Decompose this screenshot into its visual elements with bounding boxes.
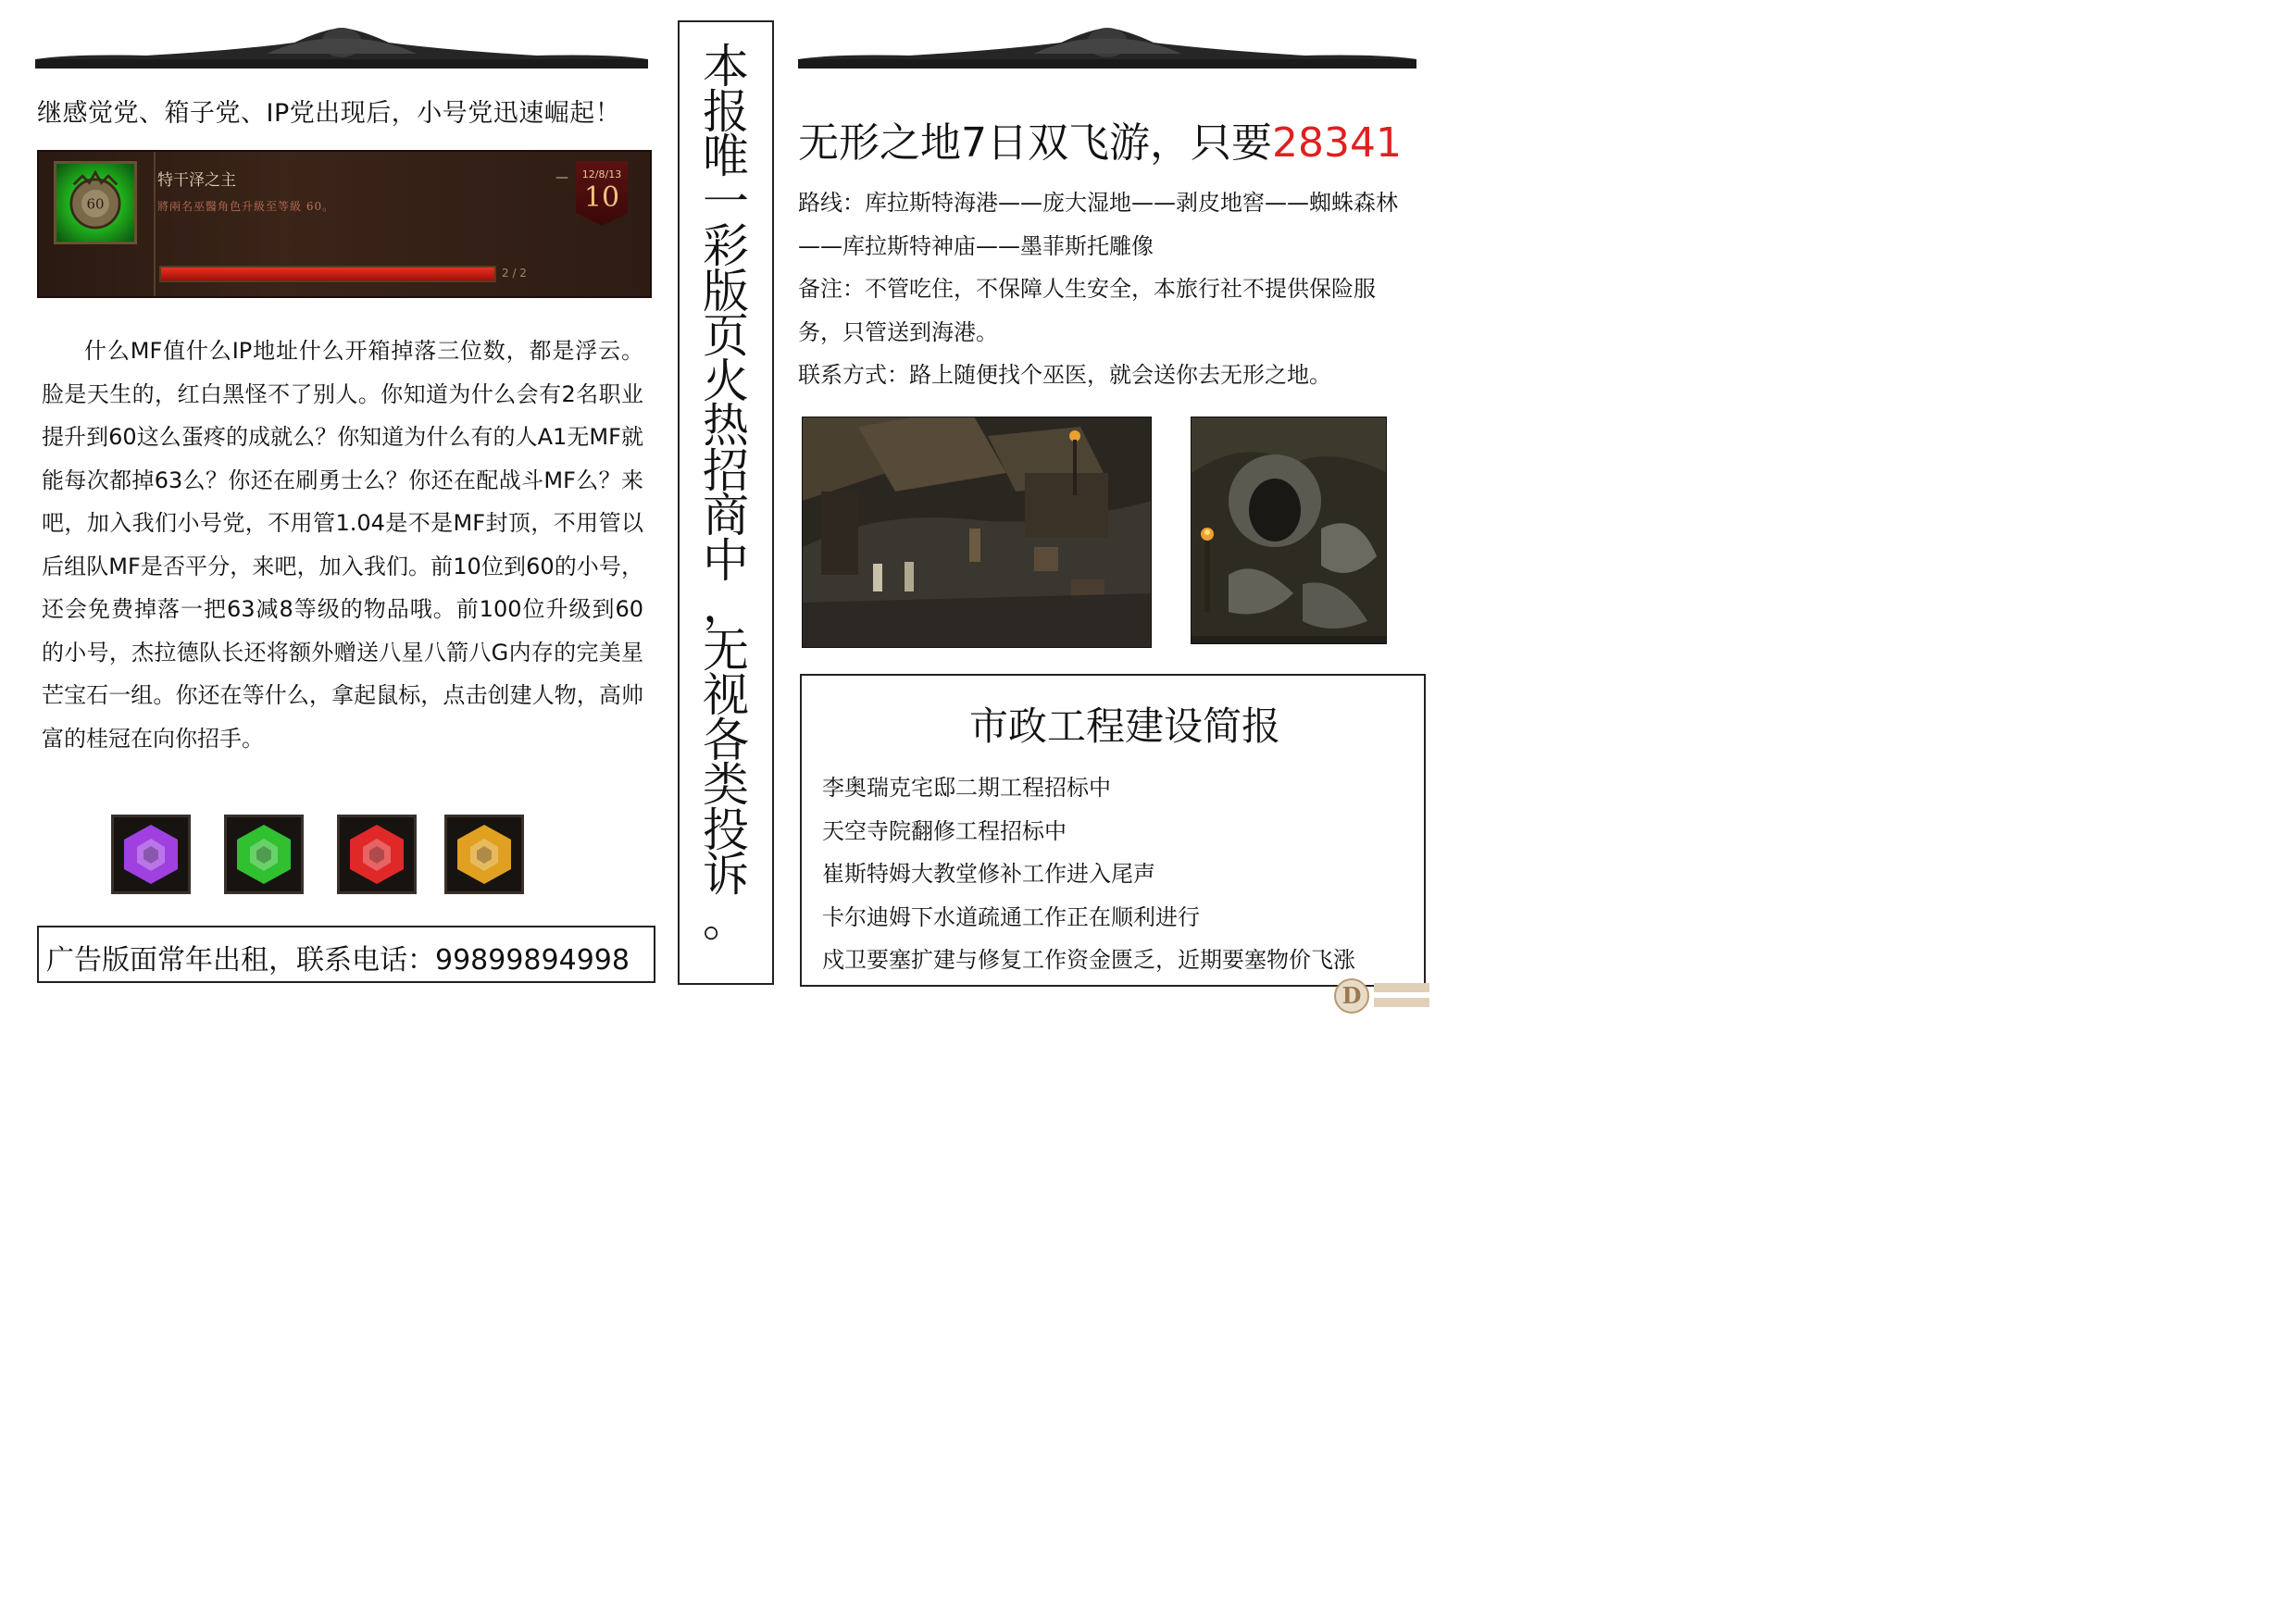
banner-char: 各 xyxy=(703,713,749,767)
banner-char: 报 xyxy=(703,84,749,139)
banner-char: 类 xyxy=(703,758,749,812)
topaz-gem-icon xyxy=(444,815,524,894)
header-ornament-right xyxy=(798,26,1416,70)
report-list xyxy=(822,766,1355,982)
banner-char: 版 xyxy=(703,264,749,318)
tour-route: 路线：库拉斯特海港——庞大湿地——剥皮地窖——蜘蛛森林——库拉斯特神庙——墨菲斯托雕像 xyxy=(798,190,1398,259)
amethyst-gem-icon xyxy=(111,815,191,894)
header-ornament-left xyxy=(35,26,648,70)
tour-headline xyxy=(798,109,1428,168)
municipal-report-box xyxy=(800,674,1426,987)
cave-screenshot xyxy=(1191,417,1387,644)
report-title: 市政工程建设简报 xyxy=(968,703,1280,749)
svg-text:D: D xyxy=(1341,982,1362,1009)
emerald-gem-icon xyxy=(224,815,304,894)
achievement-icon-label: 60 xyxy=(86,195,105,213)
achievement-panel xyxy=(37,150,652,298)
banner-char: 一 xyxy=(703,174,749,229)
banner-char: 中 xyxy=(703,533,749,588)
article-paragraph: 什么MF值什么IP地址什么开箱掉落三位数，都是浮云。脸是天生的，红白黑怪不了别人。你知道为什么会有2名职业提升到60这么蛋疼的成就么？你知道为什么有的人A1无MF就能每次都掉63么？你还在刷勇士么？你还在配战斗MF么？来吧，加入我们小号党，不用管1.04是不是MF封顶，不用管以后组队MF是否平分，来吧，加入我们。前10位到60的小号，还会免费掉落一把63减8等级的物品哦。前100位升级到60的小号，杰拉德队长还将额外赠送八星八箭八G内存的完美星芒宝石一组。你还在等什么，拿起鼠标，点击创建人物，高帅富的桂冠在向你招手。 xyxy=(42,338,643,752)
banner-char: 本 xyxy=(703,40,749,93)
vertical-banner-text xyxy=(680,40,772,947)
list-item: 戍卫要塞扩建与修复工作资金匮乏，近期要塞物价飞涨 xyxy=(822,947,1355,973)
banner-char: 唯 xyxy=(703,130,749,183)
tour-info xyxy=(798,181,1409,397)
tour-note: 备注：不管吃住，不保障人生安全，本旅行社不提供保险服务，只管送到海港。 xyxy=(798,276,1376,345)
banner-char: 诉 xyxy=(703,848,749,902)
ad-box: 广告版面常年出租，联系电话：99899894998 xyxy=(37,926,655,983)
banner-char: ， xyxy=(703,579,749,632)
achievement-progress-bar xyxy=(159,266,496,282)
banner-char: 。 xyxy=(703,892,749,947)
diablo-logo-watermark xyxy=(1333,974,1435,1016)
achievement-description: 將兩名巫醫角色升級至等級 60。 xyxy=(157,200,335,213)
list-item: 崔斯特姆大教堂修补工作进入尾声 xyxy=(822,861,1155,887)
tour-contact: 联系方式：路上随便找个巫医，就会送你去无形之地。 xyxy=(798,362,1331,388)
skull-shield-icon xyxy=(54,161,137,244)
achievement-title: 特干泽之主 xyxy=(157,171,236,190)
achievement-progress-fill xyxy=(161,268,494,280)
banner-char: 商 xyxy=(703,489,749,542)
ruby-gem-icon xyxy=(337,815,417,894)
achievement-divider xyxy=(154,152,156,296)
achievement-date: 12/8/13 xyxy=(581,168,622,180)
list-item: 卡尔迪姆下水道疏通工作正在顺利进行 xyxy=(822,903,1200,930)
town-screenshot xyxy=(802,417,1152,648)
banner-char: 火 xyxy=(703,354,749,408)
banner-char: 彩 xyxy=(703,219,749,273)
list-item: 李奥瑞克宅邸二期工程招标中 xyxy=(822,775,1111,801)
banner-char: 页 xyxy=(703,309,749,363)
achievement-progress-count: 2 / 2 xyxy=(502,267,527,280)
banner-char: 热 xyxy=(703,399,749,453)
banner-char: 视 xyxy=(703,668,749,722)
achievement-points: 10 xyxy=(583,181,620,214)
achievement-collapse-icon[interactable]: — xyxy=(555,170,568,185)
list-item: 天空寺院翻修工程招标中 xyxy=(822,817,1067,844)
left-headline: 继感觉党、箱子党、IP党出现后，小号党迅速崛起！ xyxy=(37,99,621,128)
vertical-banner xyxy=(678,20,774,985)
banner-char: 投 xyxy=(703,803,749,857)
banner-char: 招 xyxy=(703,443,749,498)
banner-char: 无 xyxy=(703,623,749,678)
tour-price: 28341 xyxy=(1272,119,1402,167)
tour-title-text: 无形之地7日双飞游，只要 xyxy=(798,119,1272,167)
